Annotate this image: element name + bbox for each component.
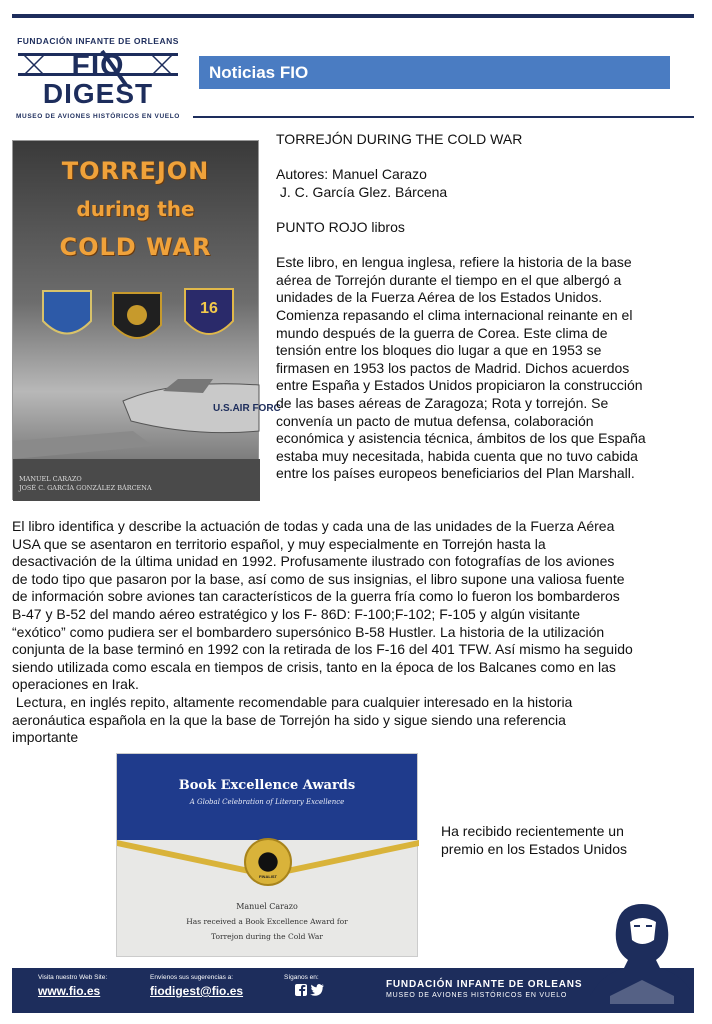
cover-author-2: JOSÉ C. GARCÍA GONZÁLEZ BÁRCENA	[19, 484, 152, 492]
article-publisher: PUNTO ROJO libros	[276, 218, 405, 235]
award-title: Book Excellence Awards	[178, 778, 356, 793]
paragraph-1-line: de las bases aéreas de Zaragoza; Rota y torrejón. Se	[276, 394, 609, 411]
logo-digest: DIGEST	[42, 78, 154, 109]
award-caption-line1: Ha recibido recientemente un	[441, 823, 624, 839]
award-caption-line2: premio en los Estados Unidos	[441, 841, 627, 857]
award-seal-label: FINALIST	[259, 874, 277, 879]
logo-fio: FIO	[71, 49, 125, 82]
paragraph-1-line: entre los países europeos beneficiarios del Plan Marshall.	[276, 465, 635, 482]
award-seal-icon	[244, 838, 292, 886]
insignia-center	[113, 293, 161, 338]
paragraph-2-line: siendo utilizada como escala en tiempos de crisis, tanto en la época de los Balcanes como en las	[12, 658, 616, 675]
header-rule	[193, 116, 694, 118]
section-banner: Noticias FIO	[199, 56, 670, 89]
footer-email-link[interactable]: fiodigest@fio.es	[150, 984, 244, 998]
article-authors	[276, 166, 702, 201]
footer-web-link[interactable]: www.fio.es	[38, 984, 101, 998]
cover-authors	[19, 475, 152, 493]
footer-suggest-label: Envíenos sus sugerencias a:	[150, 974, 234, 981]
cover-title-line3: COLD WAR	[59, 233, 212, 261]
award-caption	[441, 822, 681, 858]
cover-title-line2: during the	[76, 197, 195, 221]
paragraph-1-line: unidades de la Fuerza Aérea de los Estados Unidos.	[276, 289, 603, 306]
cover-title-line1: TORREJON	[61, 157, 210, 185]
footer-web-label: Visita nuestro Web Site:	[38, 974, 108, 981]
top-rule	[12, 14, 694, 18]
paragraph-1-line: económica y asistencia técnica, ámbitos de los que España	[276, 430, 646, 447]
paragraph-2-line: importante	[12, 729, 79, 746]
paragraph-2-line: El libro identifica y describe la actuación de todas y cada una de las unidades de la Fuerza Aérea	[12, 518, 615, 534]
paragraph-1-line: aérea de Torrejón durante el tiempo en el que albergó a	[276, 271, 622, 288]
paragraph-2-line: “exótico” como pudiera ser el bombardero supersónico B-58 Hustler. La historia de la utilización	[12, 623, 605, 640]
article-paragraph-2	[12, 518, 712, 747]
paragraph-2-line: de todo tipo que pasaron por la base, así como de sus insignias, el libro supone una valiosa fuente	[12, 570, 625, 587]
award-subtitle: A Global Celebration of Literary Excellence	[189, 798, 345, 806]
svg-text:U.S.AIR FORC: U.S.AIR FORC	[213, 403, 281, 414]
paragraph-2-line: de información sobre aviones tan característicos de la guerra fría como lo fueron los bombarderos	[12, 588, 620, 605]
article-author-1: Autores: Manuel Carazo	[276, 166, 427, 183]
article-right-column	[276, 131, 702, 483]
paragraph-2-line: B-47 y B-52 del mando aéreo estratégico y los F- 86D: F-100;F-102; F-105 y algún visitante	[12, 605, 581, 622]
paragraph-2-line: aeronáutica española en la que la base de Torrejón ha sido y sigue siendo una referencia	[12, 711, 566, 728]
book-cover-image	[12, 140, 281, 500]
award-certificate-image	[116, 753, 418, 957]
article-title: TORREJÓN DURING THE COLD WAR	[276, 131, 523, 147]
paragraph-2-line: operaciones en Irak.	[12, 676, 139, 693]
insignia-right	[185, 289, 233, 334]
paragraph-1-line: estaba muy necesitada, habida cuenta que no tuvo cabida	[276, 447, 638, 464]
fio-digest-logo	[14, 36, 182, 132]
paragraph-1-line: tensión entre los bloques dio lugar a que en 1953 se	[276, 342, 602, 359]
award-statement: Has received a Book Excellence Award for	[186, 917, 348, 926]
paragraph-2-line: desactivación de la última unidad en 1992. Profusamente ilustrado con fotografías de los aviones	[12, 553, 615, 570]
cover-author-1: MANUEL CARAZO	[19, 475, 82, 483]
paragraph-1-line: mundo después de la guerra de Corea. Este clima de	[276, 324, 608, 341]
logo-wordmark	[14, 49, 182, 111]
paragraph-2-line: USA que se asentaron en territorio español, y muy especialmente en Torrejón hasta la	[12, 535, 546, 552]
logo-top-text: FUNDACIÓN INFANTE DE ORLEANS	[17, 36, 179, 46]
footer-org-subtitle: MUSEO DE AVIONES HISTÓRICOS EN VUELO	[386, 992, 568, 999]
award-recipient: Manuel Carazo	[236, 902, 298, 911]
article-author-2: J. C. García Glez. Bárcena	[276, 183, 448, 200]
twitter-icon[interactable]	[310, 984, 324, 999]
paragraph-1-line: Comienza repasando el clima internacional reinante en el	[276, 306, 633, 323]
infante-portrait-icon	[590, 900, 694, 1013]
paragraph-2-line: Lectura, en inglés repito, altamente recomendable para cualquier interesado en la historia	[12, 693, 573, 710]
paragraph-1-line: Este libro, en lengua inglesa, refiere la historia de la base	[276, 254, 632, 271]
paragraph-1-line: firmasen en 1953 los pactos de Madrid. Dichos acuerdos	[276, 359, 630, 376]
paragraph-2-line: conjunta de la base terminó en 1992 con la retirada de los F-16 del 401 TFW. Así mismo ha seguido	[12, 641, 633, 658]
article-paragraph-1	[276, 254, 702, 483]
logo-bottom-text: MUSEO DE AVIONES HISTÓRICOS EN VUELO	[16, 113, 180, 120]
svg-text:16: 16	[200, 300, 218, 317]
facebook-icon[interactable]	[295, 984, 307, 999]
insignia-left	[43, 291, 91, 334]
footer-org-name: FUNDACIÓN INFANTE DE ORLEANS	[386, 979, 583, 990]
footer-social-label: Síganos en:	[284, 974, 319, 981]
paragraph-1-line: convenía un pacto de mutua defensa, colaboración	[276, 412, 594, 429]
award-book-title: Torrejon during the Cold War	[211, 932, 323, 941]
cover-artwork	[13, 141, 281, 501]
paragraph-1-line: entre España y Estados Unidos propiciaron la construcción	[276, 377, 643, 394]
